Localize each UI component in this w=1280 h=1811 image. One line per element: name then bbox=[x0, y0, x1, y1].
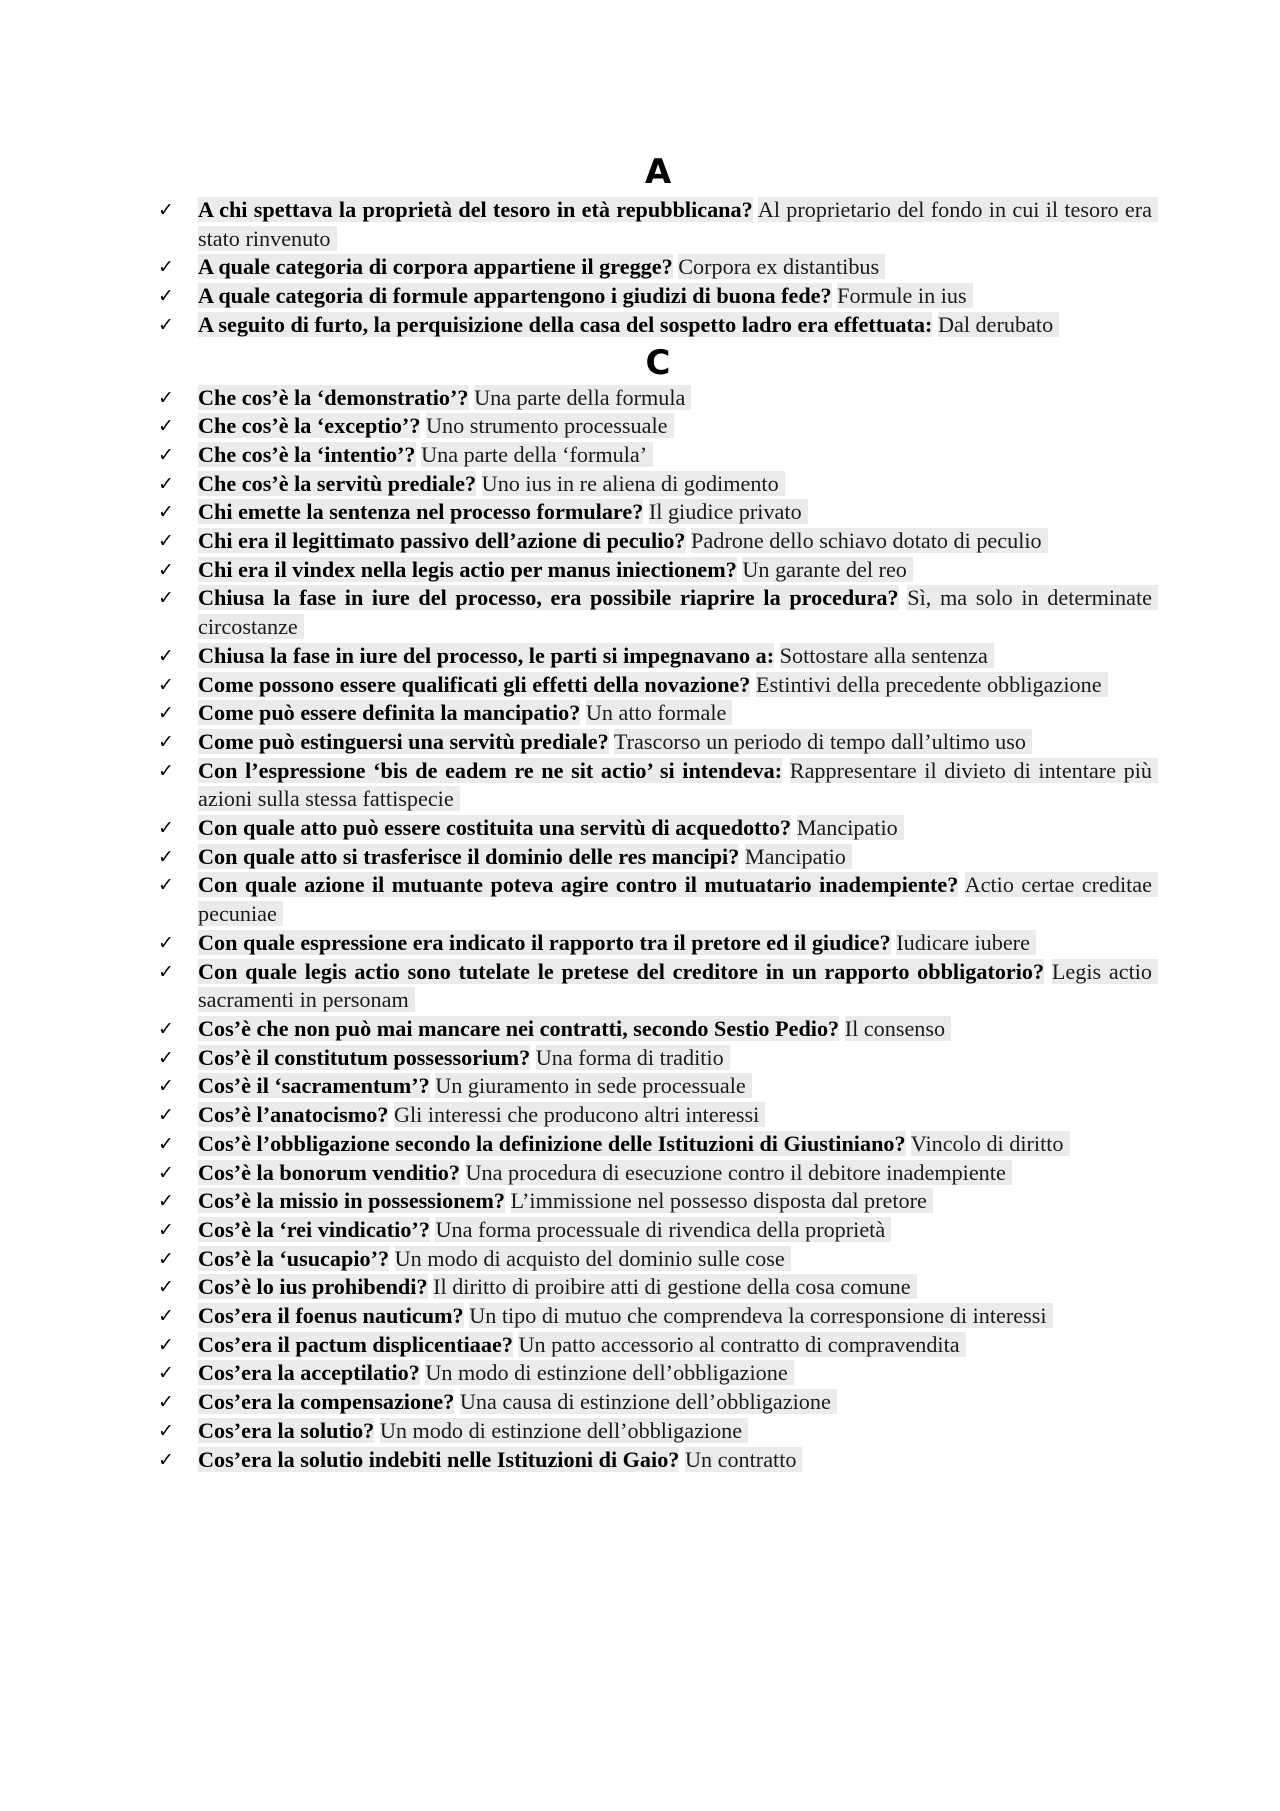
list-item bbox=[158, 1159, 1158, 1188]
answer-text: Una forma processuale di rivendica della proprietà bbox=[435, 1217, 891, 1242]
list-item bbox=[158, 556, 1158, 585]
list-item bbox=[158, 1044, 1158, 1073]
checkmark-icon: ✓ bbox=[158, 673, 174, 696]
list-item bbox=[158, 1302, 1158, 1331]
checkmark-icon: ✓ bbox=[158, 313, 174, 336]
checkmark-icon: ✓ bbox=[158, 759, 174, 782]
question-text: Chi emette la sentenza nel processo formulare? bbox=[198, 499, 644, 525]
list-item bbox=[158, 384, 1158, 413]
question-text: Con l’espressione ‘bis de eadem re ne sit actio’ si intendeva: bbox=[198, 757, 783, 783]
answer-text: Mancipatio bbox=[797, 815, 904, 840]
question-text: Cos’è la missio in possessionem? bbox=[198, 1188, 505, 1214]
question-text: Che cos’è la ‘intentio’? bbox=[198, 441, 416, 467]
answer-text: Sì, ma solo in determinate circostanze bbox=[198, 585, 1158, 639]
question-text: Con quale legis actio sono tutelate le pretese del creditore in un rapporto obbligatorio? bbox=[198, 958, 1045, 984]
answer-text: Un tipo di mutuo che comprendeva la corresponsione di interessi bbox=[469, 1303, 1052, 1328]
question-text: Chiusa la fase in iure del processo, era possibile riaprire la procedura? bbox=[198, 585, 899, 611]
list-item bbox=[158, 1273, 1158, 1302]
checkmark-icon: ✓ bbox=[158, 256, 174, 279]
list-item bbox=[158, 671, 1158, 700]
list-item bbox=[158, 470, 1158, 499]
section-heading-a: A bbox=[644, 152, 672, 192]
checkmark-icon: ✓ bbox=[158, 1075, 174, 1098]
checkmark-icon: ✓ bbox=[158, 960, 174, 983]
question-text: Cos’era la compensazione? bbox=[198, 1389, 455, 1415]
list-item bbox=[158, 1130, 1158, 1159]
question-text: Cos’è la ‘usucapio’? bbox=[198, 1245, 390, 1271]
answer-text: Rappresentare il divieto di intentare più azioni sulla stessa fattispecie bbox=[198, 758, 1158, 812]
list-item bbox=[158, 584, 1158, 641]
answer-text: Un atto formale bbox=[586, 700, 732, 725]
answer-text: Una procedura di esecuzione contro il debitore inadempiente bbox=[466, 1160, 1012, 1185]
question-list-a bbox=[158, 196, 1158, 340]
checkmark-icon: ✓ bbox=[158, 587, 174, 610]
answer-text: Mancipatio bbox=[745, 844, 852, 869]
question-text: Chi era il legittimato passivo dell’azione di peculio? bbox=[198, 528, 686, 554]
checkmark-icon: ✓ bbox=[158, 817, 174, 840]
section-heading-c: C bbox=[645, 342, 671, 383]
answer-text: Il diritto di proibire atti di gestione della cosa comune bbox=[433, 1274, 917, 1299]
checkmark-icon: ✓ bbox=[158, 285, 174, 308]
checkmark-icon: ✓ bbox=[158, 558, 174, 581]
answer-text: Uno ius in re aliena di godimento bbox=[482, 471, 785, 496]
list-item bbox=[158, 1072, 1158, 1101]
list-item bbox=[158, 253, 1158, 282]
answer-text: Actio certae creditae pecuniae bbox=[198, 872, 1158, 926]
answer-text: Legis actio sacramenti in personam bbox=[198, 959, 1158, 1013]
question-text: Con quale espressione era indicato il rapporto tra il pretore ed il giudice? bbox=[198, 929, 891, 955]
question-text: Cos’era la solutio indebiti nelle Istituzioni di Gaio? bbox=[198, 1446, 680, 1472]
answer-text: Una forma di traditio bbox=[536, 1045, 730, 1070]
list-item bbox=[158, 1015, 1158, 1044]
question-text: Con quale atto può essere costituita una servitù di acquedotto? bbox=[198, 815, 792, 841]
checkmark-icon: ✓ bbox=[158, 644, 174, 667]
answer-text: Una parte della formula bbox=[474, 385, 691, 410]
checkmark-icon: ✓ bbox=[158, 1362, 174, 1385]
checkmark-icon: ✓ bbox=[158, 530, 174, 553]
answer-text: Il giudice privato bbox=[649, 499, 808, 524]
list-item bbox=[158, 929, 1158, 958]
checkmark-icon: ✓ bbox=[158, 1276, 174, 1299]
checkmark-icon: ✓ bbox=[158, 1161, 174, 1184]
list-item bbox=[158, 412, 1158, 441]
checkmark-icon: ✓ bbox=[158, 1333, 174, 1356]
answer-text: Un modo di estinzione dell’obbligazione bbox=[380, 1418, 748, 1443]
answer-text: Vincolo di diritto bbox=[911, 1131, 1070, 1156]
answer-text: Padrone dello schiavo dotato di peculio bbox=[691, 528, 1048, 553]
checkmark-icon: ✓ bbox=[158, 1391, 174, 1414]
question-text: Cos’era la acceptilatio? bbox=[198, 1360, 420, 1386]
answer-text: Trascorso un periodo di tempo dall’ultimo uso bbox=[614, 729, 1032, 754]
checkmark-icon: ✓ bbox=[158, 501, 174, 524]
checkmark-icon: ✓ bbox=[158, 1190, 174, 1213]
question-text: Cos’è il ‘sacramentum’? bbox=[198, 1073, 430, 1099]
question-text: Come può essere definita la mancipatio? bbox=[198, 700, 581, 726]
question-text: Cos’è l’obbligazione secondo la definizione delle Istituzioni di Giustiniano? bbox=[198, 1130, 906, 1156]
answer-text: Il consenso bbox=[845, 1016, 951, 1041]
checkmark-icon: ✓ bbox=[158, 702, 174, 725]
checkmark-icon: ✓ bbox=[158, 1132, 174, 1155]
list-item bbox=[158, 871, 1158, 928]
checkmark-icon: ✓ bbox=[158, 199, 174, 221]
answer-text: Un contratto bbox=[685, 1447, 803, 1472]
checkmark-icon: ✓ bbox=[158, 1017, 174, 1040]
question-text: Cos’è la bonorum venditio? bbox=[198, 1159, 460, 1185]
question-text: Cos’è che non può mai mancare nei contratti, secondo Sestio Pedio? bbox=[198, 1015, 840, 1041]
question-list-c bbox=[158, 384, 1158, 1475]
question-text: A quale categoria di corpora appartiene il gregge? bbox=[198, 254, 673, 280]
question-text: Cos’era il pactum displicentiaae? bbox=[198, 1331, 513, 1357]
list-item bbox=[158, 1331, 1158, 1360]
list-item bbox=[158, 757, 1158, 814]
answer-text: Sottostare alla sentenza bbox=[780, 643, 994, 668]
list-item bbox=[158, 498, 1158, 527]
checkmark-icon: ✓ bbox=[158, 845, 174, 868]
question-text: Chiusa la fase in iure del processo, le parti si impegnavano a: bbox=[198, 642, 775, 668]
answer-text: Un modo di acquisto del dominio sulle cose bbox=[395, 1246, 791, 1271]
list-item bbox=[158, 282, 1158, 311]
checkmark-icon: ✓ bbox=[158, 443, 174, 466]
question-text: Che cos’è la ‘demonstratio’? bbox=[198, 384, 469, 410]
question-text: Cos’è lo ius prohibendi? bbox=[198, 1274, 428, 1300]
question-text: Cos’è l’anatocismo? bbox=[198, 1102, 389, 1128]
list-item bbox=[158, 1359, 1158, 1388]
checkmark-icon: ✓ bbox=[158, 730, 174, 753]
list-item bbox=[158, 843, 1158, 872]
checkmark-icon: ✓ bbox=[158, 472, 174, 495]
question-text: Con quale azione il mutuante poteva agire contro il mutuatario inadempiente? bbox=[198, 872, 959, 898]
question-text: Come possono essere qualificati gli effetti della novazione? bbox=[198, 671, 751, 697]
list-item bbox=[158, 814, 1158, 843]
answer-text: L’immissione nel possesso disposta dal pretore bbox=[511, 1188, 933, 1213]
list-item bbox=[158, 1446, 1158, 1475]
checkmark-icon: ✓ bbox=[158, 1448, 174, 1471]
question-text: A chi spettava la proprietà del tesoro in età repubblicana? bbox=[198, 197, 753, 222]
checkmark-icon: ✓ bbox=[158, 415, 174, 438]
list-item bbox=[158, 958, 1158, 1015]
answer-text: Estintivi della precedente obbligazione bbox=[756, 672, 1108, 697]
answer-text: Un giuramento in sede processuale bbox=[435, 1073, 752, 1098]
answer-text: Iudicare iubere bbox=[896, 930, 1036, 955]
checkmark-icon: ✓ bbox=[158, 1218, 174, 1241]
answer-text: Corpora ex distantibus bbox=[678, 254, 885, 279]
answer-text: Gli interessi che producono altri interessi bbox=[394, 1102, 765, 1127]
checkmark-icon: ✓ bbox=[158, 1104, 174, 1127]
list-item bbox=[158, 1216, 1158, 1245]
list-item bbox=[158, 728, 1158, 757]
answer-text: Un modo di estinzione dell’obbligazione bbox=[425, 1360, 793, 1385]
list-item bbox=[158, 1245, 1158, 1274]
answer-text: Dal derubato bbox=[938, 312, 1059, 337]
checkmark-icon: ✓ bbox=[158, 931, 174, 954]
list-item bbox=[158, 1388, 1158, 1417]
document-content bbox=[158, 148, 1158, 1474]
answer-text: Un patto accessorio al contratto di compravendita bbox=[518, 1332, 965, 1357]
checkmark-icon: ✓ bbox=[158, 1247, 174, 1270]
answer-text: Al proprietario del fondo in cui il tesoro era stato rinvenuto bbox=[198, 197, 1158, 251]
list-item bbox=[158, 527, 1158, 556]
list-item bbox=[158, 642, 1158, 671]
list-item bbox=[158, 196, 1158, 253]
checkmark-icon: ✓ bbox=[158, 874, 174, 897]
question-text: Cos’era la solutio? bbox=[198, 1417, 375, 1443]
list-item bbox=[158, 1101, 1158, 1130]
question-text: Con quale atto si trasferisce il dominio delle res mancipi? bbox=[198, 843, 740, 869]
question-text: Chi era il vindex nella legis actio per manus iniectionem? bbox=[198, 556, 737, 582]
question-text: Che cos’è la ‘exceptio’? bbox=[198, 413, 421, 439]
question-text: Cos’è la ‘rei vindicatio’? bbox=[198, 1216, 430, 1242]
answer-text: Un garante del reo bbox=[742, 557, 912, 582]
checkmark-icon: ✓ bbox=[158, 1046, 174, 1069]
list-item bbox=[158, 441, 1158, 470]
checkmark-icon: ✓ bbox=[158, 1305, 174, 1328]
checkmark-icon: ✓ bbox=[158, 386, 174, 409]
question-text: Cos’è il constitutum possessorium? bbox=[198, 1044, 531, 1070]
answer-text: Uno strumento processuale bbox=[426, 413, 674, 438]
list-item bbox=[158, 1417, 1158, 1446]
question-text: A seguito di furto, la perquisizione della casa del sospetto ladro era effettuata: bbox=[198, 311, 933, 337]
list-item bbox=[158, 311, 1158, 340]
question-text: Che cos’è la servitù prediale? bbox=[198, 470, 477, 496]
question-text: Cos’era il foenus nauticum? bbox=[198, 1303, 464, 1329]
list-item bbox=[158, 699, 1158, 728]
list-item bbox=[158, 1187, 1158, 1216]
question-text: Come può estinguersi una servitù prediale? bbox=[198, 728, 609, 754]
answer-text: Formule in ius bbox=[837, 283, 972, 308]
checkmark-icon: ✓ bbox=[158, 1419, 174, 1442]
answer-text: Una causa di estinzione dell’obbligazione bbox=[460, 1389, 837, 1414]
answer-text: Una parte della ‘formula’ bbox=[421, 442, 653, 467]
question-text: A quale categoria di formule appartengono i giudizi di buona fede? bbox=[198, 283, 832, 309]
